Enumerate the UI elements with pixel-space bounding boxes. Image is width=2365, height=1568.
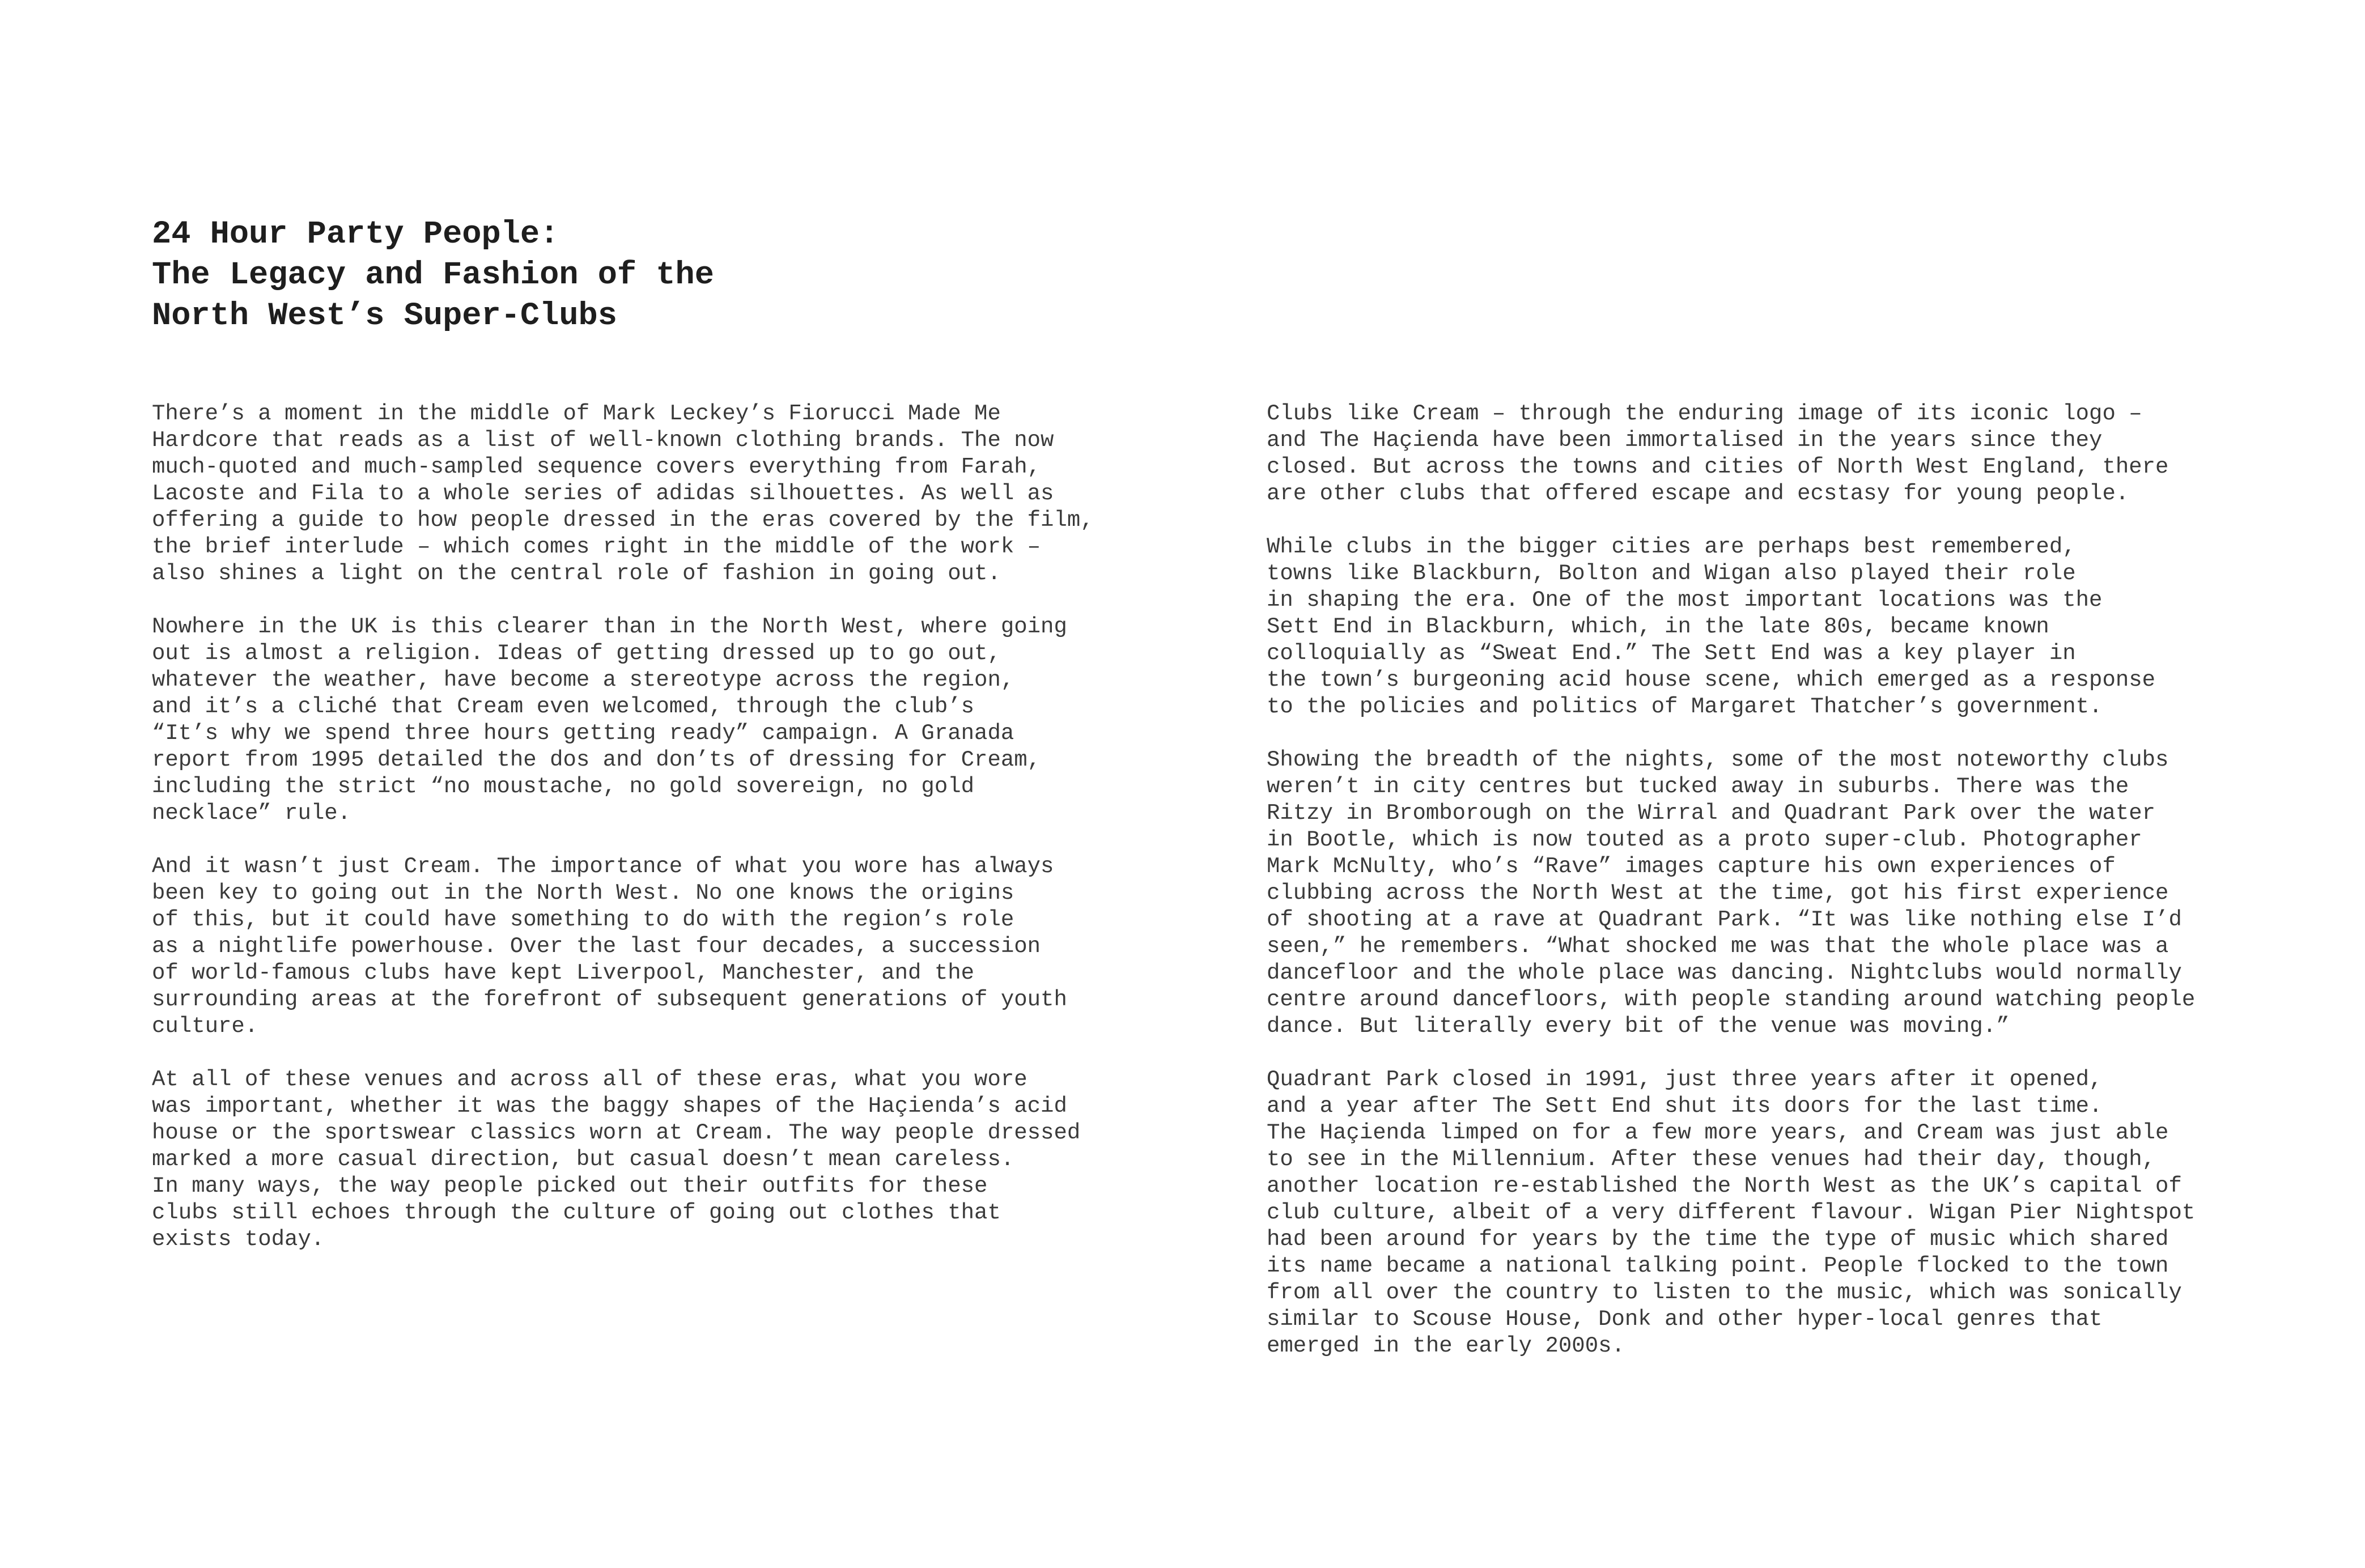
- text-line: marked a more casual direction, but casual doesn’t mean careless.: [152, 1147, 1014, 1172]
- text-line: whatever the weather, have become a stereotype across the region,: [152, 668, 1014, 692]
- text-line: dancefloor and the whole place was dancing. Nightclubs would normally: [1267, 961, 2182, 985]
- text-line: exists today.: [152, 1227, 325, 1252]
- text-line: as a nightlife powerhouse. Over the last four decades, a succession: [152, 934, 1041, 959]
- body-paragraph: [152, 1066, 1094, 1253]
- text-line: surrounding areas at the forefront of subsequent generations of youth: [152, 987, 1067, 1012]
- body-paragraph: [152, 614, 1094, 827]
- text-line: much-quoted and much-sampled sequence covers everything from Farah,: [152, 454, 1041, 479]
- text-line: another location re-established the North West as the UK’s capital of: [1267, 1174, 2182, 1199]
- title-line: North West’s Super-Clubs: [152, 298, 617, 334]
- text-line: clubbing across the North West at the time, got his first experience: [1267, 881, 2169, 906]
- text-line: Nowhere in the UK is this clearer than in the North West, where going: [152, 614, 1067, 639]
- text-line: While clubs in the bigger cities are perhaps best remembered,: [1267, 534, 2076, 559]
- text-line: There’s a moment in the middle of Mark Leckey’s Fiorucci Made Me: [152, 401, 1001, 426]
- text-line: of this, but it could have something to do with the region’s role: [152, 907, 1014, 932]
- text-line: report from 1995 detailed the dos and don’ts of dressing for Cream,: [152, 747, 1041, 772]
- text-line: Sett End in Blackburn, which, in the late 80s, became known: [1267, 614, 2049, 639]
- text-line: house or the sportswear classics worn at Cream. The way people dressed: [152, 1120, 1081, 1145]
- body-paragraph: [1267, 747, 2195, 1040]
- text-line: was important, whether it was the baggy shapes of the Haçienda’s acid: [152, 1094, 1067, 1119]
- text-line: the brief interlude – which comes right in the middle of the work –: [152, 534, 1041, 559]
- text-line: are other clubs that offered escape and ecstasy for young people.: [1267, 481, 2129, 506]
- text-line: similar to Scouse House, Donk and other hyper-local genres that: [1267, 1307, 2103, 1332]
- text-line: including the strict “no moustache, no gold sovereign, no gold: [152, 774, 975, 799]
- left-column: [152, 401, 1094, 1280]
- text-line: and it’s a cliché that Cream even welcomed, through the club’s: [152, 694, 975, 719]
- text-line: and The Haçienda have been immortalised in the years since they: [1267, 428, 2103, 453]
- text-line: out is almost a religion. Ideas of getting dressed up to go out,: [152, 641, 1001, 666]
- text-line: culture.: [152, 1014, 258, 1039]
- text-line: and a year after The Sett End shut its doors for the last time.: [1267, 1094, 2103, 1119]
- text-line: seen,” he remembers. “What shocked me was that the whole place was a: [1267, 934, 2169, 959]
- title-line: The Legacy and Fashion of the: [152, 257, 714, 294]
- text-line: Lacoste and Fila to a whole series of adidas silhouettes. As well as: [152, 481, 1054, 506]
- text-line: in shaping the era. One of the most important locations was the: [1267, 588, 2103, 613]
- text-line: Hardcore that reads as a list of well-known clothing brands. The now: [152, 428, 1054, 453]
- text-line: At all of these venues and across all of these eras, what you wore: [152, 1067, 1027, 1092]
- text-line: of world-famous clubs have kept Liverpool, Manchester, and the: [152, 961, 975, 985]
- text-line: centre around dancefloors, with people standing around watching people: [1267, 987, 2196, 1012]
- text-line: of shooting at a rave at Quadrant Park. “It was like nothing else I’d: [1267, 907, 2182, 932]
- text-line: to see in the Millennium. After these venues had their day, though,: [1267, 1147, 2156, 1172]
- text-line: And it wasn’t just Cream. The importance of what you wore has always: [152, 854, 1054, 879]
- text-line: “It’s why we spend three hours getting ready” campaign. A Granada: [152, 721, 1014, 746]
- text-line: emerged in the early 2000s.: [1267, 1333, 1625, 1358]
- right-column: [1267, 401, 2195, 1386]
- text-line: Mark McNulty, who’s “Rave” images capture his own experiences of: [1267, 854, 2116, 879]
- text-line: dance. But literally every bit of the venue was moving.”: [1267, 1014, 2010, 1039]
- text-line: The Haçienda limped on for a few more years, and Cream was just able: [1267, 1120, 2169, 1145]
- text-line: Ritzy in Bromborough on the Wirral and Quadrant Park over the water: [1267, 801, 2156, 826]
- text-line: necklace” rule.: [152, 801, 351, 826]
- title-line: 24 Hour Party People:: [152, 216, 559, 253]
- text-line: weren’t in city centres but tucked away in suburbs. There was the: [1267, 774, 2129, 799]
- text-line: to the policies and politics of Margaret Thatcher’s government.: [1267, 694, 2103, 719]
- text-line: the town’s burgeoning acid house scene, which emerged as a response: [1267, 668, 2156, 692]
- article-title: [152, 214, 714, 337]
- text-line: had been around for years by the time the type of music which shared: [1267, 1227, 2169, 1252]
- body-paragraph: [1267, 1066, 2195, 1359]
- text-line: club culture, albeit of a very different flavour. Wigan Pier Nightspot: [1267, 1200, 2196, 1225]
- body-paragraph: [1267, 401, 2195, 507]
- text-line: been key to going out in the North West. No one knows the origins: [152, 881, 1014, 906]
- text-line: colloquially as “Sweat End.” The Sett End was a key player in: [1267, 641, 2076, 666]
- text-line: Quadrant Park closed in 1991, just three years after it opened,: [1267, 1067, 2103, 1092]
- text-line: its name became a national talking point. People flocked to the town: [1267, 1253, 2169, 1278]
- body-paragraph: [152, 401, 1094, 587]
- body-paragraph: [1267, 534, 2195, 720]
- text-line: clubs still echoes through the culture of going out clothes that: [152, 1200, 1001, 1225]
- text-line: closed. But across the towns and cities of North West England, there: [1267, 454, 2169, 479]
- text-line: in Bootle, which is now touted as a proto super-club. Photographer: [1267, 827, 2142, 852]
- text-line: towns like Blackburn, Bolton and Wigan also played their role: [1267, 561, 2076, 586]
- text-line: also shines a light on the central role of fashion in going out.: [152, 561, 1001, 586]
- text-line: offering a guide to how people dressed in the eras covered by the film,: [152, 508, 1094, 533]
- text-line: from all over the country to listen to the music, which was sonically: [1267, 1280, 2182, 1305]
- text-line: In many ways, the way people picked out their outfits for these: [152, 1174, 988, 1199]
- text-line: Clubs like Cream – through the enduring image of its iconic logo –: [1267, 401, 2142, 426]
- body-paragraph: [152, 853, 1094, 1040]
- text-line: Showing the breadth of the nights, some of the most noteworthy clubs: [1267, 747, 2169, 772]
